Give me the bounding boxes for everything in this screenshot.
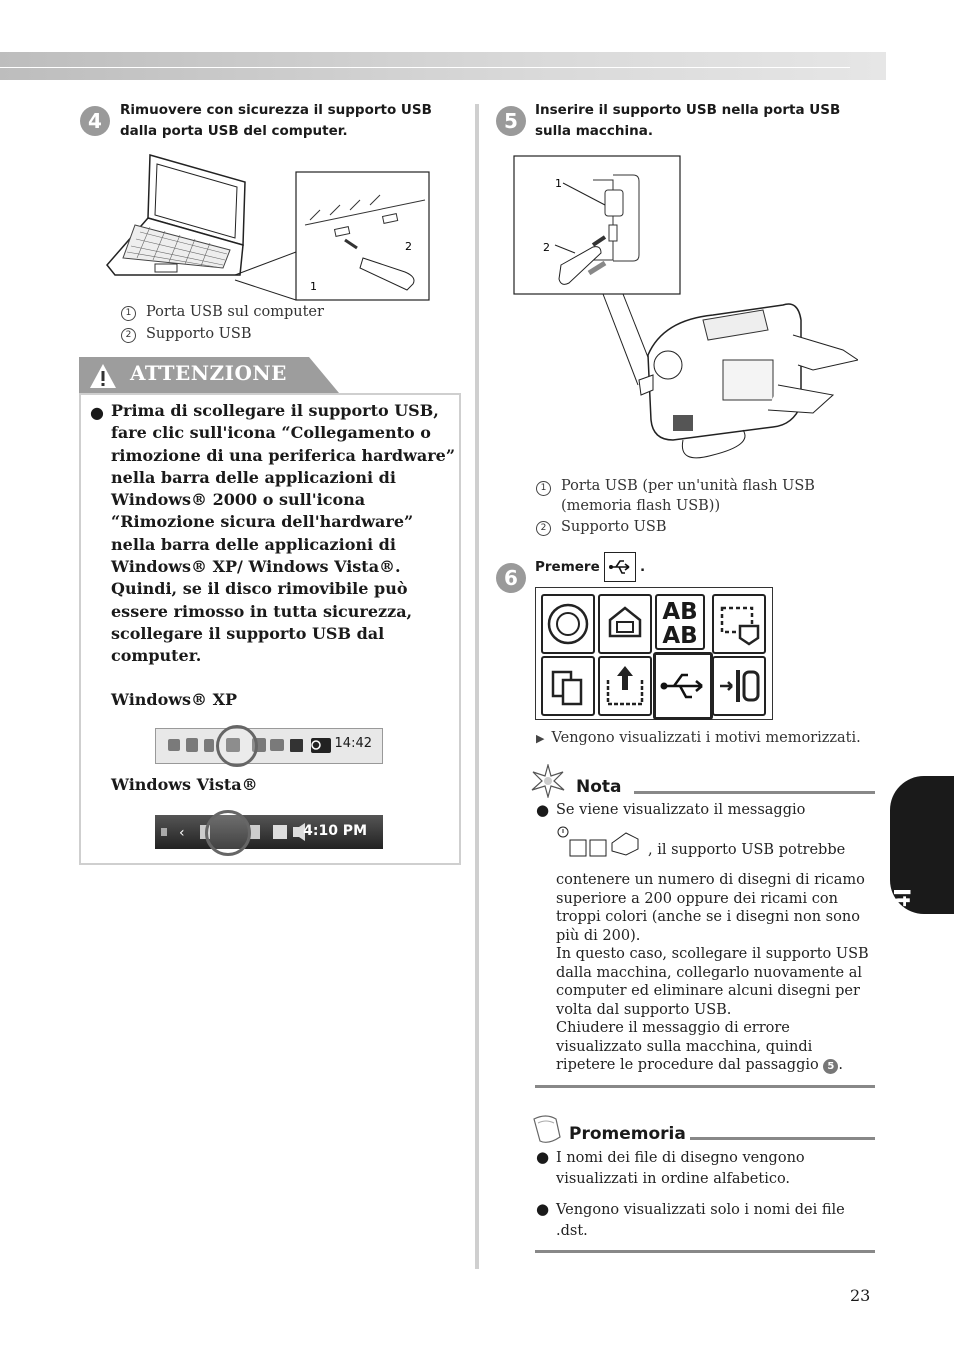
nota-text-start: Se viene visualizzato il messaggio (556, 802, 806, 818)
attention-title: ATTENZIONE (130, 361, 287, 385)
caption-2 (536, 517, 666, 538)
attention-paragraph: Quindi, se il disco rimovibile può essere rimosso in tutta sicurezza, scollegare il supporto USB dal computer. (111, 579, 413, 666)
laptop-usb-illustration (105, 150, 435, 305)
caption-text: Porta USB sul computer (146, 304, 324, 320)
memory-key[interactable] (541, 656, 595, 716)
callout-1: 1 (310, 280, 317, 293)
pocket-key[interactable] (598, 656, 652, 716)
bullet-icon: ● (536, 801, 550, 819)
warning-icon (88, 362, 118, 390)
callout-2: 2 (543, 241, 550, 254)
border-pattern-key[interactable] (712, 594, 766, 654)
svg-text:‹: ‹ (179, 825, 185, 841)
promemoria-title: Promemoria (569, 1124, 686, 1144)
sewing-machine-usb-illustration (513, 155, 858, 475)
highlight-ring (216, 725, 258, 767)
xp-taskbar (155, 728, 383, 764)
nota-title: Nota (576, 777, 622, 797)
attention-text (111, 400, 456, 668)
nota-paragraph (556, 1019, 874, 1075)
highlight-ring (205, 810, 251, 856)
nota-paragraph: contenere un numero di disegni di ricamo superiore a 200 oppure dei ricami con troppi colori (anche se i disegni non sono più di 200). (556, 872, 865, 944)
nota-paragraph: In questo caso, scollegare il supporto USB dalla macchina, collegarlo nuovamente al computer ed eliminare alcuni disegni per volta dal supporto USB. (556, 946, 869, 1018)
error-message-icon (556, 825, 646, 861)
step-instruction: Inserire il supporto USB nella porta USB sulla macchina. (535, 102, 841, 139)
step-number: 5 (496, 106, 526, 136)
xp-clock: 14:42 (334, 736, 372, 751)
promemoria-rule (690, 1137, 875, 1140)
step-number: 6 (496, 563, 526, 593)
header-bar (0, 52, 886, 80)
result-text: Vengono visualizzati i motivi memorizzati. (551, 730, 861, 746)
nota-text-mid: , il supporto USB potrebbe (648, 842, 846, 858)
bullet-icon: ● (536, 1148, 550, 1166)
callout-number: 1 (536, 481, 551, 496)
callout-number: 2 (121, 328, 136, 343)
caption-text: Porta USB (per un'unità flash USB (memoria flash USB)) (561, 478, 815, 514)
nota-bottom-rule (535, 1085, 875, 1088)
caption-text: Supporto USB (561, 519, 667, 535)
caption-1 (121, 302, 324, 323)
language-tab (888, 776, 954, 983)
step-instruction: Premere (535, 559, 600, 575)
step-instruction: Rimuovere con sicurezza il supporto USB dalla porta USB del computer. (120, 102, 432, 139)
page-number: 23 (850, 1286, 871, 1305)
pattern-key[interactable] (541, 594, 595, 654)
usb-button[interactable] (604, 552, 636, 582)
column-divider (475, 104, 479, 1269)
nota-star-icon (530, 764, 566, 798)
callout-2: 2 (405, 240, 412, 253)
attention-paragraph: Prima di scollegare il supporto USB, fare clic sull'icona “Collegamento o rimozione di una periferica hardware” nella barra delle applicazioni di Windows® 2000 o sull'icona “Rimozione sicura dell'hardware” nella barra delle applicazioni di Windows® XP/ Windows Vista®. (111, 401, 456, 577)
windows-xp-label: Windows® XP (111, 690, 238, 709)
promemoria-memo-icon (530, 1113, 562, 1145)
panel-text: AB (662, 599, 698, 625)
nota-text-body (556, 871, 874, 1075)
usb-icon (605, 553, 635, 581)
vista-taskbar (155, 815, 383, 849)
promemoria-item-2: Vengono visualizzati solo i nomi dei file .dst. (556, 1202, 845, 1239)
promemoria-item-1: I nomi dei file di disegno vengono visualizzati in ordine alfabetico. (556, 1150, 805, 1187)
vista-clock: 4:10 PM (303, 823, 367, 839)
language-tab-label: Italiano (888, 888, 913, 983)
nota-end: . (838, 1057, 843, 1073)
promemoria-bottom-rule (535, 1250, 875, 1253)
nota-rule (634, 791, 875, 794)
caption-text: Supporto USB (146, 326, 252, 342)
step-reference: 5 (823, 1059, 838, 1074)
windows-vista-label: Windows Vista® (111, 775, 258, 794)
step-number: 4 (80, 106, 110, 136)
card-key[interactable] (712, 656, 766, 716)
character-key[interactable] (655, 594, 705, 650)
callout-number: 2 (536, 521, 551, 536)
callout-number: 1 (121, 306, 136, 321)
arrow-icon: ▶ (536, 732, 545, 745)
callout-1: 1 (555, 177, 562, 190)
machine-lcd-panel (535, 587, 773, 720)
nota-paragraph-text: Chiudere il messaggio di errore visualizzato sulla macchina, quindi ripetere le procedure dal passaggio (556, 1020, 819, 1073)
panel-text: AB (662, 623, 698, 649)
bullet-icon: ● (90, 403, 104, 422)
step-period: . (640, 559, 646, 575)
result-line (536, 728, 861, 749)
caption-1 (536, 477, 876, 516)
bullet-icon: ● (536, 1200, 550, 1218)
frame-pattern-key[interactable] (598, 594, 652, 654)
usb-key[interactable] (653, 652, 713, 720)
caption-2 (121, 324, 251, 345)
